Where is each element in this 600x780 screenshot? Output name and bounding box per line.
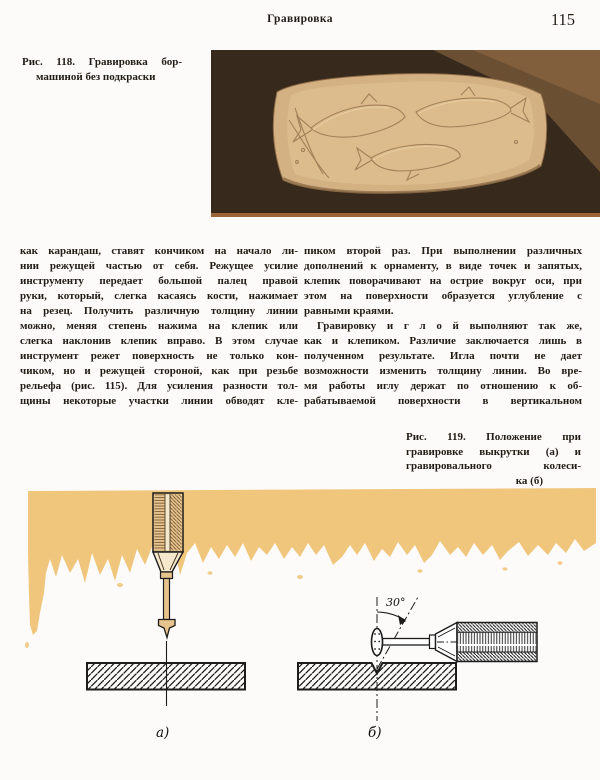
- text-line: чиком, но и режущей стороной, как при резьбе: [20, 365, 298, 377]
- text-line: пиком второй раз. При выполнении различных: [304, 245, 582, 257]
- bone-highlight: [287, 82, 534, 185]
- text-line: мя работы иглу держат по отношению к об-: [304, 380, 582, 392]
- text-line: на резец. Получить различную толщину линии: [20, 305, 298, 317]
- text-column-right: [304, 244, 582, 409]
- tool-b-wheel: [372, 596, 538, 721]
- caption-line: Рис. 119. Положение при: [406, 431, 581, 443]
- text-line: слегка наклонив клепик вправо. В этом случае: [20, 335, 298, 347]
- wheel-shaft: [383, 639, 430, 646]
- label-b: б): [368, 725, 382, 741]
- text-line: полученном результате. Игла почти не дает: [304, 350, 582, 362]
- text-line: руки, который, слегка касаясь кости, нажимает: [20, 290, 298, 302]
- photo-bottom-edge: [211, 213, 600, 217]
- page-header-title: Гравировка: [267, 13, 333, 25]
- text-line: нии режущей частью от себя. Режущее усилие: [20, 260, 298, 272]
- caption-line: ка (б): [515, 474, 543, 487]
- caption-line: машиной без подкраски: [36, 70, 156, 83]
- text-line: равными краями.: [304, 305, 394, 317]
- shaft-collar: [430, 635, 436, 649]
- label-a: а): [156, 725, 170, 741]
- text-line: возможности изменить толщину линии. Во вре-: [304, 365, 582, 377]
- torn-paper-band: [28, 488, 596, 635]
- engraving-wheel: [372, 629, 383, 656]
- caption-line: Рис. 118. Гравировка бор-: [22, 56, 182, 68]
- text-line: можно, меняя степень нажима на клепик или: [20, 320, 298, 332]
- figure-118-caption: [22, 55, 182, 84]
- text-line: как и клепиком. Различие заключается лишь в: [304, 335, 582, 347]
- text-column-left: [20, 244, 298, 409]
- figure-119-caption: [406, 430, 581, 488]
- text-line: инструмент режет поверхность не только кон-: [20, 350, 298, 362]
- text-line: этом на поверхности образуется углубление с: [304, 290, 582, 302]
- text-line: Гравировку и г л о й выполняют так же,: [317, 320, 582, 332]
- text-line: щины некоторые участки линии обводят кле-: [20, 395, 298, 407]
- figure-118-photo: [211, 50, 600, 217]
- page-number: 115: [550, 10, 575, 29]
- text-line: инструменту передает большой палец правой: [20, 275, 298, 287]
- text-line: рабатываемой поверхности в вертикальном: [304, 395, 582, 407]
- material-block-a: [87, 663, 245, 690]
- angle-label: 30°: [386, 596, 406, 609]
- caption-line: гравировального колеси-: [406, 460, 581, 472]
- caption-line: гравировке выкрутки (а) и: [406, 445, 581, 458]
- figure-119-drawing: [0, 485, 600, 780]
- text-line: дополнений к орнаменту, в виде точек и запятых,: [304, 260, 582, 272]
- text-line: рельефа (рис. 115). Для усиления разности тол-: [20, 380, 298, 392]
- text-line: как карандаш, ставят кончиком на начало ли-: [20, 245, 298, 257]
- text-line: клепик поворачивают на острие вокруг оси, при: [304, 275, 582, 287]
